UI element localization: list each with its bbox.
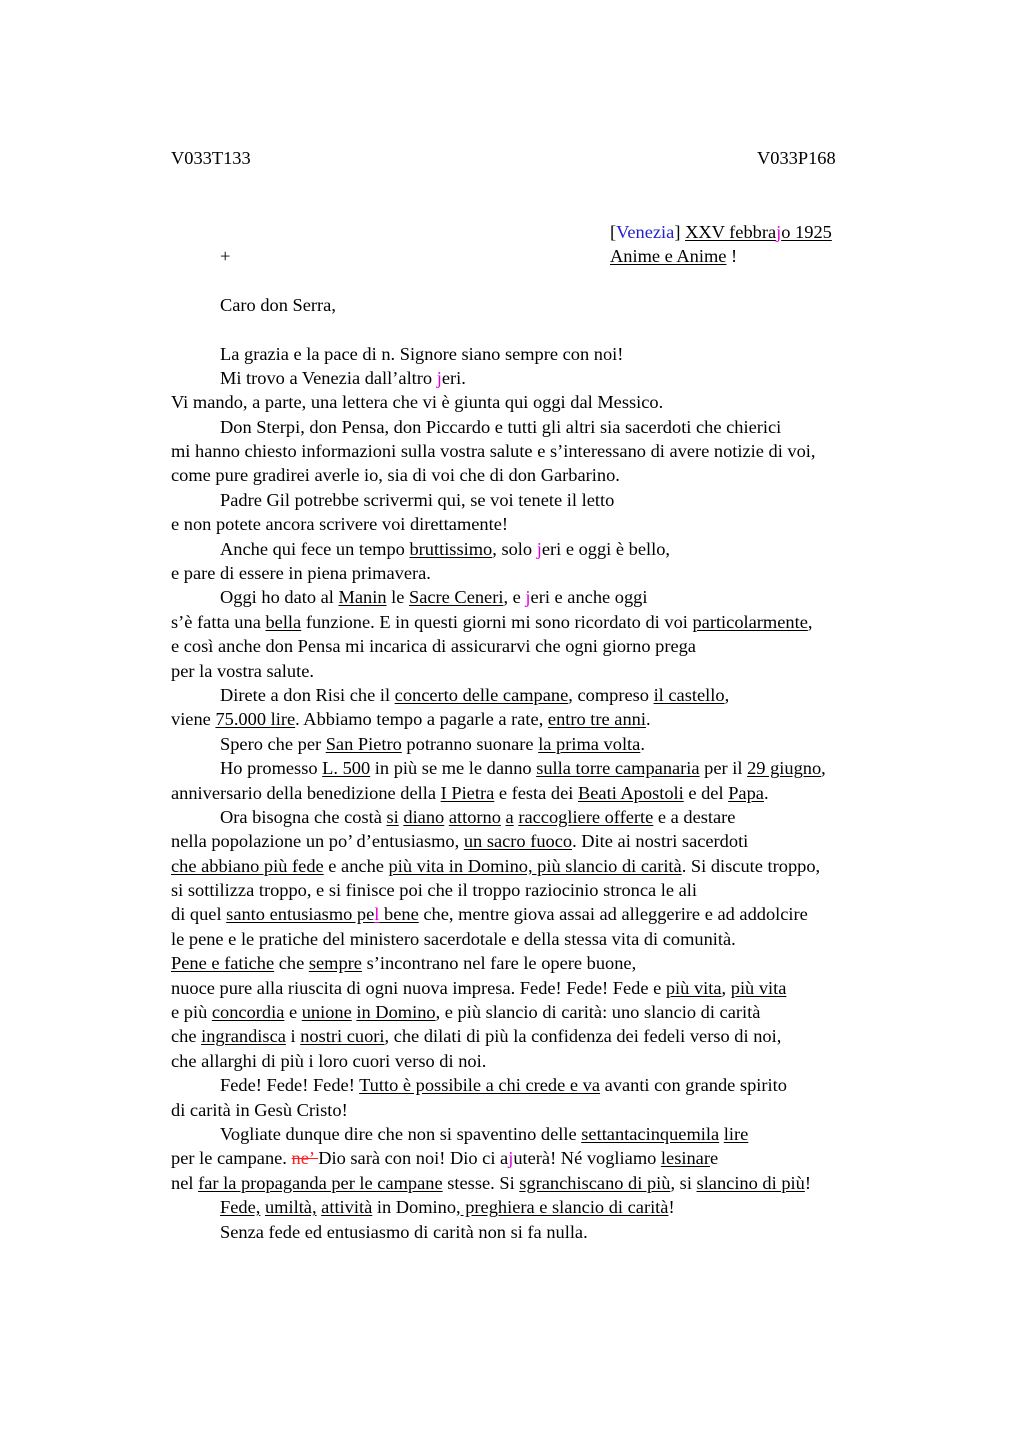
body-line [171, 854, 826, 878]
underlined-text: Papa [728, 782, 764, 803]
text-run: Ho promesso [220, 758, 323, 779]
underlined-text: si [386, 806, 399, 827]
body-line [171, 439, 826, 463]
letter-body [171, 342, 826, 1244]
highlighted-letter: j [525, 587, 531, 608]
text-run: . [640, 733, 645, 754]
text-run: che, mentre giova assai ad alleggerire e ad addolcire [418, 904, 808, 925]
body-line [171, 463, 826, 487]
underlined-text: sulla torre campanaria [536, 758, 700, 779]
text-run: di quel [171, 904, 227, 925]
body-line [171, 585, 826, 609]
body-line [171, 1000, 826, 1024]
underlined-text: ingrandisca [201, 1026, 286, 1047]
body-line [171, 951, 826, 975]
text-run: per il [699, 758, 748, 779]
text-run: . [763, 782, 769, 803]
text-run: e più [171, 1002, 212, 1023]
body-line [171, 732, 826, 756]
underlined-text: diano [403, 806, 445, 827]
text-run: e pare di essere in piena primavera. [171, 563, 431, 584]
bracket-open: [ [610, 222, 617, 242]
text-run: , [721, 977, 731, 998]
body-line [171, 366, 826, 390]
body-line [171, 1146, 826, 1170]
text-run: nuoce pure alla riuscita di ogni nuova impresa. Fede! Fede! Fede e [171, 977, 666, 998]
text-run: , e [503, 587, 526, 608]
text-run: Vi mando, a parte, una lettera che vi è giunta qui oggi dal Messico. [171, 392, 664, 413]
underlined-text: concerto delle campane [394, 684, 569, 705]
salutation: Caro don Serra, [220, 295, 336, 315]
body-line [171, 1073, 826, 1097]
text-run: anniversario della benedizione della [171, 782, 441, 803]
text-run: potranno suonare [401, 733, 539, 754]
text-run: stesse. Si [442, 1172, 520, 1193]
text-run: , che dilati di più la confidenza dei fedeli verso di noi, [384, 1026, 782, 1047]
body-line [171, 561, 826, 585]
text-run: , compreso [568, 684, 654, 705]
body-line [171, 537, 826, 561]
text-run: che [274, 953, 309, 974]
underlined-text: L. 500 [322, 758, 371, 779]
body-line [171, 342, 826, 366]
text-run: e a destare [653, 806, 736, 827]
text-run: Spero che per [220, 733, 326, 754]
underlined-text: San Pietro [325, 733, 402, 754]
text-run: , e più slancio di carità: uno slancio di carità [435, 1002, 761, 1023]
text-run: ! [804, 1172, 811, 1193]
body-line [171, 1195, 826, 1219]
underlined-text: la prima volta [538, 733, 641, 754]
highlighted-letter: j [436, 367, 442, 388]
underlined-text: più vita in Domino, più slancio di carità [388, 855, 682, 876]
document-code-left: V033T133 [171, 148, 251, 168]
text-run: eri. [441, 367, 466, 388]
text-run: come pure gradirei averle io, sia di voi che di don Garbarino. [171, 465, 620, 486]
underlined-text: unione [301, 1002, 352, 1023]
text-run: in Domino, [372, 1197, 461, 1218]
text-run: e anche [323, 855, 389, 876]
underlined-text: entro tre anni [547, 709, 646, 730]
body-line [171, 488, 826, 512]
document-code-right: V033P168 [757, 148, 836, 168]
underlined-text: attorno [448, 806, 501, 827]
underlined-text: a [505, 806, 514, 827]
text-run: che [171, 1026, 202, 1047]
text-run: in più se me le danno [370, 758, 537, 779]
underlined-text: bella [265, 611, 302, 632]
body-line [171, 610, 826, 634]
body-line [171, 1122, 826, 1146]
motto: Anime e Anime ! [610, 246, 738, 266]
text-run: e non potete ancora scrivere voi direttamente! [171, 514, 509, 535]
text-run: e così anche don Pensa mi incarica di assicurarvi che ogni giorno prega [171, 636, 696, 657]
underlined-text: attività [321, 1197, 373, 1218]
text-run: e [284, 1002, 302, 1023]
underlined-text: più vita [730, 977, 787, 998]
underlined-text: settantacinquemila [581, 1124, 720, 1144]
underlined-text: 75.000 lire [215, 709, 296, 730]
underlined-text: Pene e fatiche [171, 953, 275, 974]
text-run: eri e anche oggi [530, 587, 648, 608]
text-run: , [821, 758, 826, 779]
underlined-text: raccogliere offerte [518, 806, 654, 827]
underlined-text: slancino di più [696, 1172, 805, 1193]
text-run: si sottilizza troppo, e si finisce poi che il troppo raziocinio stronca le ali [171, 880, 698, 901]
underlined-text: l [374, 904, 380, 925]
text-run: uterà! Né vogliamo [513, 1148, 661, 1169]
underlined-text: Fede, [220, 1197, 261, 1218]
text-run: e [709, 1148, 719, 1169]
body-line [171, 1049, 826, 1073]
text-run: Dio sarà con noi! Dio ci a [318, 1148, 509, 1169]
underlined-text: santo entusiasmo pe [226, 904, 375, 925]
text-run: , si [670, 1172, 697, 1193]
highlighted-letter: j [536, 538, 542, 559]
underlined-text: bene [379, 904, 419, 925]
text-run: Padre Gil potrebbe scrivermi qui, se voi tenete il letto [220, 489, 615, 510]
underlined-text: che abbiano più fede [171, 855, 324, 876]
text-run: Direte a don Risi che il [220, 684, 395, 705]
text-run: i [285, 1026, 301, 1047]
text-run: Fede! Fede! Fede! [220, 1075, 360, 1096]
underlined-text: particolarmente [692, 611, 808, 632]
underlined-text: in Domino [356, 1002, 436, 1023]
body-line [171, 902, 826, 926]
underlined-text: sempre [308, 953, 362, 974]
deleted-text: ne’ [291, 1148, 319, 1169]
text-run: funzione. E in questi giorni mi sono ricordato di voi [301, 611, 693, 632]
text-run: Senza fede ed entusiasmo di carità non si fa nulla. [220, 1221, 588, 1242]
underlined-text: più vita [665, 977, 722, 998]
underlined-text: Beati Apostoli [578, 782, 684, 803]
text-run: che allarghi di più i loro cuori verso di noi. [171, 1050, 487, 1071]
underlined-text: sgranchiscano di più [519, 1172, 671, 1193]
underlined-text: lesinar [660, 1148, 710, 1169]
underlined-text: Manin [338, 587, 387, 608]
body-line [171, 805, 826, 829]
underlined-text: preghiera e slancio di carità [460, 1197, 669, 1218]
body-line [171, 707, 826, 731]
text-run: . Abbiamo tempo a pagarle a rate, [295, 709, 548, 730]
bracket-close: ] [674, 222, 681, 242]
body-line [171, 1098, 826, 1122]
underlined-text: un sacro fuoco [463, 831, 573, 852]
underlined-text: il castello [653, 684, 725, 705]
text-run: . Dite ai nostri sacerdoti [572, 831, 749, 852]
underlined-text: 29 giugno [747, 758, 822, 779]
body-line [171, 659, 826, 683]
text-run: viene [171, 709, 216, 730]
text-run: Mi trovo a Venezia dall’altro [220, 367, 437, 388]
text-run: . Si discute troppo, [681, 855, 821, 876]
text-run: avanti con grande spirito [600, 1075, 787, 1096]
body-line [171, 683, 826, 707]
body-line [171, 1024, 826, 1048]
text-run: La grazia e la pace di n. Signore siano sempre con noi! [220, 343, 624, 364]
text-run: Anche qui fece un tempo [220, 538, 410, 559]
text-run: s’è fatta una [171, 611, 266, 632]
text-run: , solo [492, 538, 537, 559]
text-run: Ora bisogna che costà [220, 806, 387, 827]
text-run: nella popolazione un po’ d’entusiasmo, [171, 831, 464, 852]
text-run: eri e oggi è bello, [541, 538, 671, 559]
highlighted-letter: j [508, 1148, 514, 1169]
underlined-text: bruttissimo [409, 538, 493, 559]
body-line [171, 878, 826, 902]
text-run: e del [683, 782, 729, 803]
cross-mark: + [220, 246, 231, 266]
underlined-text: I Pietra [440, 782, 495, 803]
body-line [171, 634, 826, 658]
underlined-text: umiltà, [264, 1197, 317, 1218]
text-run: per la vostra salute. [171, 660, 314, 681]
body-line [171, 756, 826, 780]
body-line [171, 1220, 826, 1244]
body-line [171, 390, 826, 414]
text-run: mi hanno chiesto informazioni sulla vostra salute e s’interessano di avere notizie di voi, [171, 441, 816, 462]
dateline [610, 220, 832, 244]
text-run: di carità in Gesù Cristo! [171, 1099, 348, 1120]
text-run: nel [171, 1172, 199, 1193]
body-line [171, 829, 826, 853]
text-run: s’incontrano nel fare le opere buone, [361, 953, 637, 974]
underlined-text: Sacre Ceneri [408, 587, 504, 608]
text-run: ! [668, 1197, 675, 1218]
text-run: Oggi ho dato al [220, 587, 339, 608]
underlined-text: nostri cuori [300, 1026, 385, 1047]
body-line [171, 781, 826, 805]
body-line [171, 1171, 826, 1195]
underlined-text: Tutto è possibile a chi crede e va [359, 1075, 600, 1096]
text-run: le pene e le pratiche del ministero sacerdotale e della stessa vita di comunità. [171, 928, 736, 949]
text-run: Don Sterpi, don Pensa, don Piccardo e tutti gli altri sia sacerdoti che chierici [220, 416, 782, 437]
place-name: Venezia [616, 222, 675, 242]
text-run: le [386, 587, 409, 608]
underlined-text: concordia [211, 1002, 285, 1023]
body-line [171, 512, 826, 536]
body-line [171, 927, 826, 951]
text-run: Vogliate dunque dire che non si spaventino delle [220, 1124, 582, 1144]
text-run: , [724, 684, 730, 705]
text-run: . [645, 709, 651, 730]
body-line [171, 415, 826, 439]
text-run: , [807, 611, 813, 632]
text-run: e festa dei [494, 782, 578, 803]
body-line [171, 976, 826, 1000]
underlined-text: lire [723, 1124, 749, 1144]
text-run: per le campane. [171, 1148, 292, 1169]
letter-date: XXV febbrajo 1925 [685, 222, 832, 242]
underlined-text: far la propaganda per le campane [198, 1172, 443, 1193]
